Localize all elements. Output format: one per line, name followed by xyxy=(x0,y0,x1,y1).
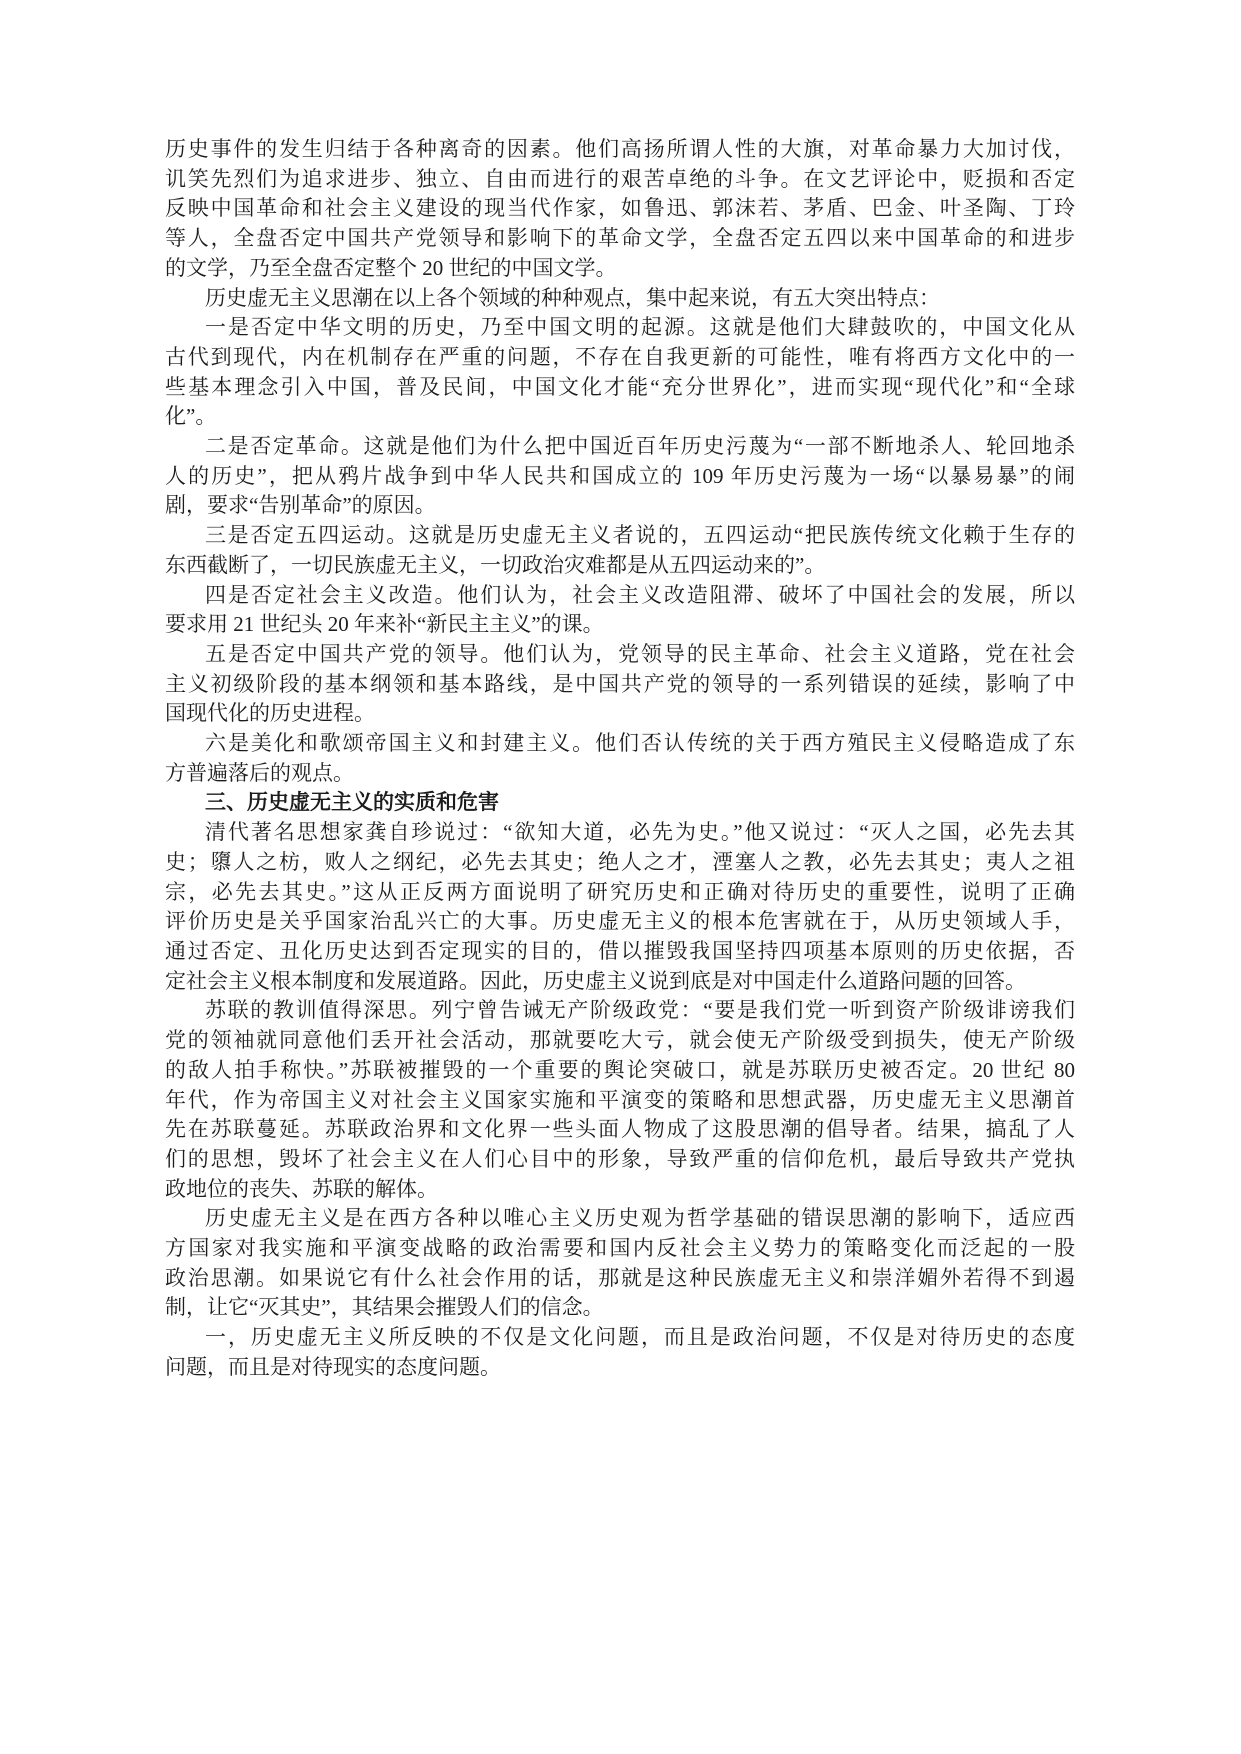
text-line: 们的思想，毁坏了社会主义在人们心目中的形象，导致严重的信仰危机，最后导致共产党执 xyxy=(165,1146,1075,1171)
paragraph xyxy=(165,1204,1075,1323)
body-text xyxy=(165,135,1075,1383)
text-line: 定社会主义根本制度和发展道路。因此，历史虚主义说到底是对中国走什么道路问题的回答。 xyxy=(165,968,1026,993)
text-line: 人的历史”，把从鸦片战争到中华人民共和国成立的 109 年历史污蔑为一场“以暴易暴”的闹 xyxy=(165,463,1075,488)
text-line: 历史虚无主义思潮在以上各个领域的种种观点，集中起来说，有五大突出特点： xyxy=(205,285,940,310)
text-line: 等人，全盘否定中国共产党领导和影响下的革命文学，全盘否定五四以来中国革命的和进步 xyxy=(165,226,1075,251)
text-line: 评价历史是关乎国家治乱兴亡的大事。历史虚无主义的根本危害就在于，从历史领域人手， xyxy=(165,909,1075,934)
text-line: 年代，作为帝国主义对社会主义国家实施和平演变的策略和思想武器，历史虚无主义思潮首 xyxy=(165,1087,1075,1112)
text-line: 三是否定五四运动。这就是历史虚无主义者说的，五四运动“把民族传统文化赖于生存的 xyxy=(205,523,1075,548)
text-line: 六是美化和歌颂帝国主义和封建主义。他们否认传统的关于西方殖民主义侵略造成了东 xyxy=(205,731,1075,756)
paragraph xyxy=(165,1323,1075,1382)
paragraph xyxy=(165,640,1075,729)
text-line: 的敌人拍手称快。”苏联被摧毁的一个重要的舆论突破口，就是苏联历史被否定。20 世纪 80 xyxy=(165,1057,1075,1082)
paragraph xyxy=(165,521,1075,580)
text-line: 五是否定中国共产党的领导。他们认为，党领导的民主革命、社会主义道路，党在社会 xyxy=(205,641,1075,666)
text-line: 制，让它“灭其史”，其结果会摧毁人们的信念。 xyxy=(165,1295,604,1320)
text-line: 些基本理念引入中国，普及民间，中国文化才能“充分世界化”，进而实现“现代化”和“全球 xyxy=(165,374,1075,399)
text-line: 二是否定革命。这就是他们为什么把中国近百年历史污蔑为“一部不断地杀人、轮回地杀 xyxy=(205,434,1075,459)
text-line: 反映中国革命和社会主义建设的现当代作家，如鲁迅、郭沫若、茅盾、巴金、叶圣陶、丁玲 xyxy=(165,196,1075,221)
text-line: 化”。 xyxy=(165,404,217,429)
text-line: 苏联的教训值得深思。列宁曾告诫无产阶级政党：“要是我们党一听到资产阶级诽谤我们 xyxy=(205,998,1075,1023)
section-heading: 三、历史虚无主义的实质和危害 xyxy=(205,791,499,815)
text-line: 主义初级阶段的基本纲领和基本路线，是中国共产党的领导的一系列错误的延续，影响了中 xyxy=(165,671,1075,696)
text-line: 国现代化的历史进程。 xyxy=(165,701,375,726)
text-line: 宗，必先去其史。”这从正反两方面说明了研究历史和正确对待历史的重要性，说明了正确 xyxy=(165,879,1075,904)
text-line: 方普遍落后的观点。 xyxy=(165,760,354,785)
text-line: 政治思潮。如果说它有什么社会作用的话，那就是这种民族虚无主义和崇洋媚外若得不到遏 xyxy=(165,1265,1075,1290)
paragraph xyxy=(165,284,1075,314)
text-line: 讥笑先烈们为追求进步、独立、自由而进行的艰苦卓绝的斗争。在文艺评论中，贬损和否定 xyxy=(165,166,1075,191)
text-line: 党的领袖就同意他们丢开社会活动，那就要吃大亏，就会使无产阶级受到损失，使无产阶级 xyxy=(165,1028,1075,1053)
paragraph xyxy=(165,432,1075,521)
paragraph xyxy=(165,729,1075,788)
text-line: 剧，要求“告别革命”的原因。 xyxy=(165,493,436,518)
text-line: 历史虚无主义是在西方各种以唯心主义历史观为哲学基础的错误思潮的影响下，适应西 xyxy=(205,1206,1075,1231)
text-line: 清代著名思想家龚自珍说过：“欲知大道，必先为史。”他又说过：“灭人之国，必先去其 xyxy=(205,820,1075,845)
paragraph xyxy=(165,135,1075,284)
text-line: 古代到现代，内在机制存在严重的问题，不存在自我更新的可能性，唯有将西方文化中的一 xyxy=(165,344,1075,369)
text-line: 一是否定中华文明的历史，乃至中国文明的起源。这就是他们大肆鼓吹的，中国文化从 xyxy=(205,315,1075,340)
text-line: 历史事件的发生归结于各种离奇的因素。他们高扬所谓人性的大旗，对革命暴力大加讨伐， xyxy=(165,137,1075,161)
text-line: 通过否定、丑化历史达到否定现实的目的，借以摧毁我国坚持四项基本原则的历史依据，否 xyxy=(165,938,1075,963)
text-line: 一，历史虚无主义所反映的不仅是文化问题，而且是政治问题，不仅是对待历史的态度 xyxy=(205,1325,1075,1350)
paragraph xyxy=(165,818,1075,996)
paragraph xyxy=(165,581,1075,640)
text-line: 方国家对我实施和平演变战略的政治需要和国内反社会主义势力的策略变化而泛起的一股 xyxy=(165,1236,1075,1261)
text-line: 问题，而且是对待现实的态度问题。 xyxy=(165,1354,501,1379)
text-line: 史；隳人之枋，败人之纲纪，必先去其史；绝人之才，湮塞人之教，必先去其史；夷人之祖 xyxy=(165,849,1075,874)
paragraph xyxy=(165,313,1075,432)
text-line: 四是否定社会主义改造。他们认为，社会主义改造阻滞、破坏了中国社会的发展，所以 xyxy=(205,582,1075,607)
paragraph xyxy=(165,996,1075,1204)
text-line: 政地位的丧失、苏联的解体。 xyxy=(165,1176,438,1201)
text-line: 的文学，乃至全盘否定整个 20 世纪的中国文学。 xyxy=(165,255,617,280)
text-line: 东西截断了，一切民族虚无主义，一切政治灾难都是从五四运动来的”。 xyxy=(165,552,826,577)
text-line: 先在苏联蔓延。苏联政治界和文化界一些头面人物成了这股思潮的倡导者。结果，搞乱了人 xyxy=(165,1117,1075,1142)
text-line: 要求用 21 世纪头 20 年来补“新民主主义”的课。 xyxy=(165,612,604,637)
